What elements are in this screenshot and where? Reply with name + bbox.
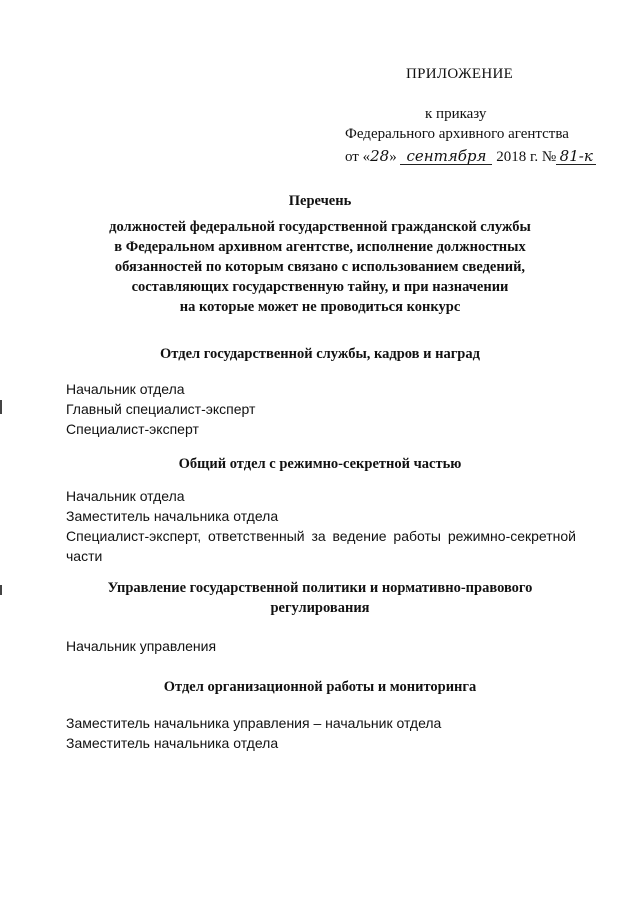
appendix-order-ref: к приказу (425, 106, 487, 122)
position-item: Заместитель начальника отдела (66, 735, 279, 751)
position-item: Начальник управления (66, 638, 217, 654)
section-heading-policy (40, 578, 600, 618)
date-year: 2018 г. № (496, 149, 557, 165)
section-heading-line: регулирования (270, 600, 370, 616)
position-item: Главный специалист-эксперт (66, 401, 256, 417)
section-heading-line: Управление государственной политики и нормативно-правового (107, 580, 533, 596)
date-day-handwritten: 28 (370, 147, 390, 165)
position-item: Заместитель начальника управления – начальник отдела (66, 715, 442, 731)
scan-margin-mark (0, 585, 2, 595)
title-line-4: обязанностей по которым связано с использованием сведений, (114, 259, 526, 275)
title-line-3: в Федеральном архивном агентстве, исполнение должностных (114, 239, 526, 255)
section-heading-hr: Отдел государственной службы, кадров и наград (160, 346, 480, 362)
title-line-2: должностей федеральной государственной гражданской службы (109, 219, 531, 235)
scan-margin-mark (0, 400, 2, 414)
position-item: Специалист-эксперт, ответственный за ведение работы режимно-секретной части (66, 528, 576, 564)
position-item: Начальник отдела (66, 381, 185, 397)
section-heading-general: Общий отдел с режимно-секретной частью (178, 456, 462, 472)
position-item: Заместитель начальника отдела (66, 508, 279, 524)
position-item: Начальник отдела (66, 488, 185, 504)
title-line-1: Перечень (288, 193, 352, 209)
position-item: Специалист-эксперт (66, 421, 199, 437)
appendix-date-line (345, 147, 596, 166)
title-line-5: составляющих государственную тайну, и при назначении (131, 279, 509, 295)
title-line-6: на которые может не проводиться конкурс (179, 299, 461, 315)
document-title (40, 191, 600, 317)
appendix-agency: Федерального архивного агентства (345, 126, 569, 142)
appendix-title: ПРИЛОЖЕНИЕ (406, 66, 514, 82)
date-prefix: от « (345, 149, 371, 165)
order-number-handwritten: 81-к (556, 148, 596, 165)
date-day-suffix: » (389, 149, 397, 165)
section-heading-org: Отдел организационной работы и мониторинга (163, 679, 477, 695)
date-month-handwritten: сентября (400, 148, 492, 165)
